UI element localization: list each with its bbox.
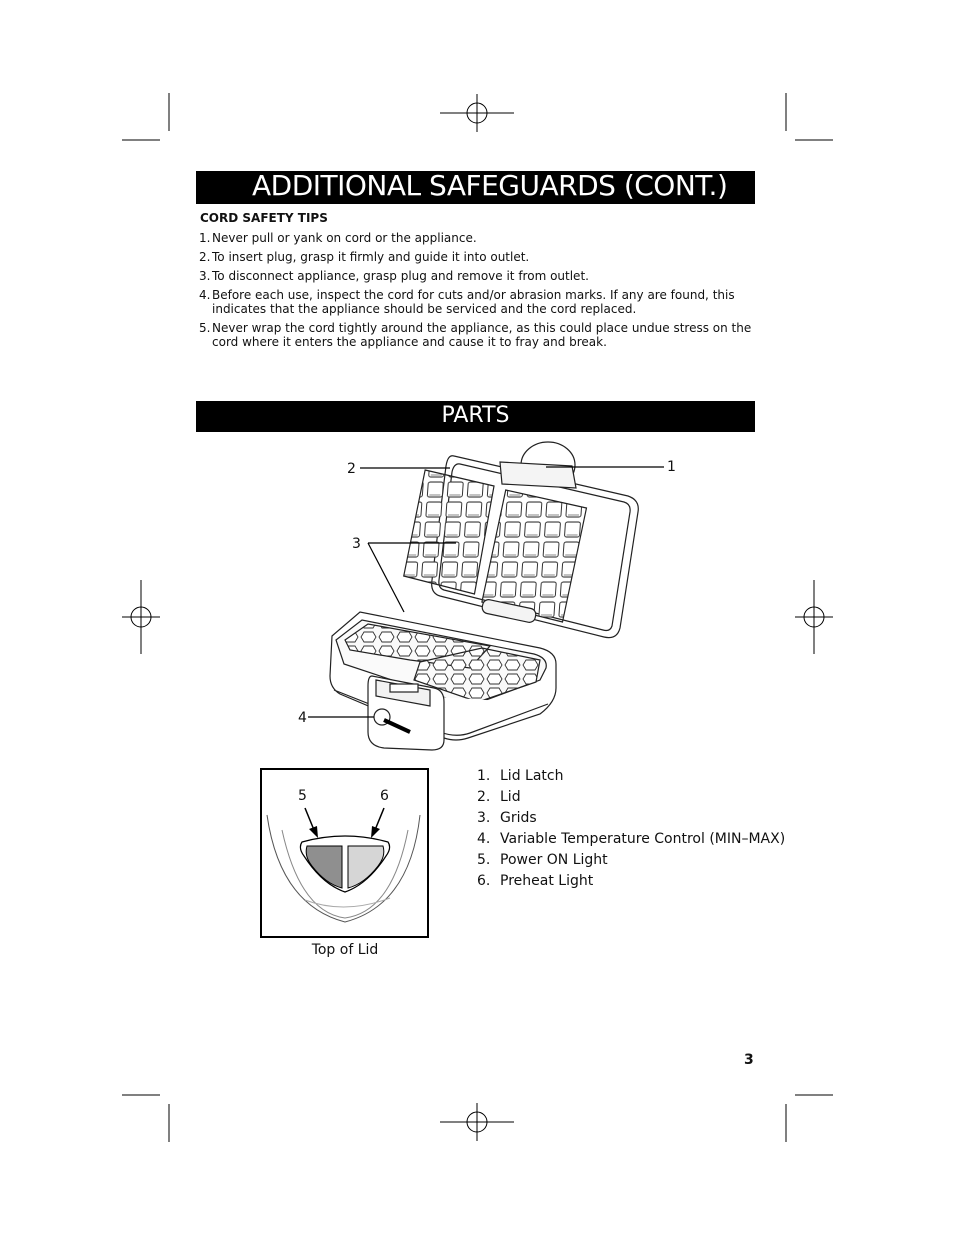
list-item: 2. Lid (477, 789, 521, 805)
list-item: 2. To insert plug, grasp it firmly and guide it into outlet. (199, 250, 530, 264)
list-item: 4. Before each use, inspect the cord for cuts and/or abrasion marks. If any are found, this indicates that the appliance should be serviced and the cord replaced. (199, 288, 735, 316)
callout-4: 4 (298, 710, 307, 726)
list-item: 6. Preheat Light (477, 873, 594, 889)
list-item: 5. Power ON Light (477, 852, 608, 868)
callout-3: 3 (352, 536, 361, 552)
list-item: 1. Never pull or yank on cord or the appliance. (199, 231, 477, 245)
list-item: 5. Never wrap the cord tightly around the appliance, as this could place undue stress on the cord where it enters the appliance and cause it to fray and break. (199, 321, 752, 349)
parts-heading: PARTS (441, 403, 510, 428)
page-number: 3 (744, 1052, 754, 1068)
inset-caption: Top of Lid (311, 942, 379, 958)
callout-2: 2 (347, 461, 356, 477)
page-title: ADDITIONAL SAFEGUARDS (CONT.) (252, 169, 728, 202)
list-item: 3. To disconnect appliance, grasp plug and remove it from outlet. (199, 269, 589, 283)
list-item: 1. Lid Latch (477, 768, 564, 784)
list-item: 4. Variable Temperature Control (MIN–MAX) (477, 831, 786, 847)
cord-safety-heading: CORD SAFETY TIPS (200, 211, 328, 225)
callout-6: 6 (380, 788, 389, 804)
callout-5: 5 (298, 788, 307, 804)
list-item: 3. Grids (477, 810, 537, 826)
callout-1: 1 (667, 459, 676, 475)
parts-list (477, 766, 785, 892)
